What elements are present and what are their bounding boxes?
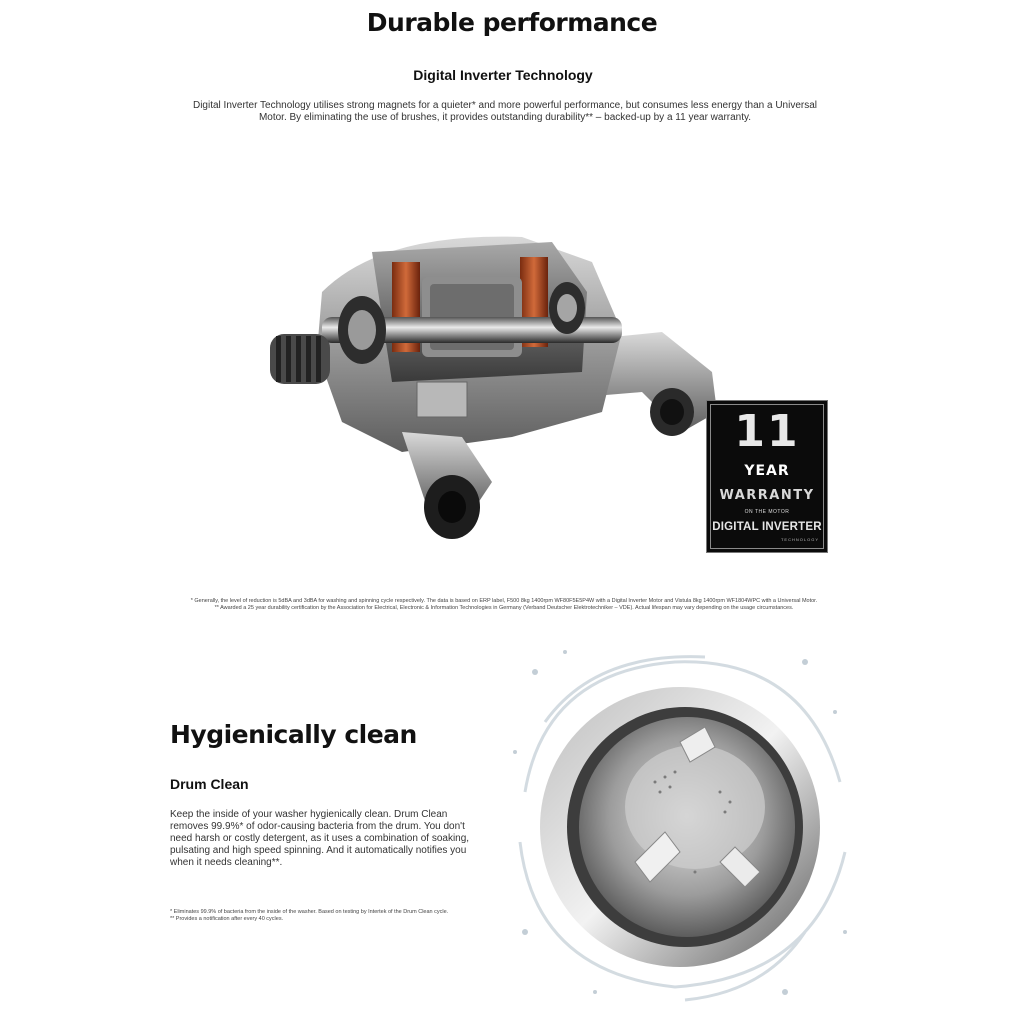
footnote-durability: ** Awarded a 25 year durability certification by the Association for Electrical, Electronic & Information Technologies in Germany (Verband Deutscher Elektrotechniker – VDE). Actual lifespan may vary depending on the usage circumstances. xyxy=(214,605,794,611)
warranty-on-motor-label: ON THE MOTOR xyxy=(744,509,790,515)
footnote-notification: ** Provides a notification after every 40 cycles. xyxy=(170,916,284,922)
footnote-bacteria: * Eliminates 99.9% of bacteria from the inside of the washer. Based on testing by Intertek of the Drum Clean cycle. xyxy=(170,909,449,915)
section-description-durable: Digital Inverter Technology utilises strong magnets for a quieter* and more powerful performance, but consumes less energy than a Universal Motor. By eliminating the use of brushes, it provides outstanding durability** – backed-up by a 11 year warranty. xyxy=(192,100,818,123)
warranty-label: WARRANTY xyxy=(719,488,815,503)
warranty-year-label: YEAR xyxy=(744,463,790,479)
motor-image xyxy=(262,222,732,552)
section-title-hygienically-clean: Hygienically clean xyxy=(170,720,417,749)
section-subtitle-drum-clean: Drum Clean xyxy=(170,776,249,792)
footnotes-durable xyxy=(178,598,830,612)
drum-image xyxy=(505,632,857,1010)
section-subtitle-digital-inverter: Digital Inverter Technology xyxy=(413,67,593,83)
warranty-technology-label: TECHNOLOGY xyxy=(780,537,819,542)
section-description-drum-clean: Keep the inside of your washer hygienically clean. Drum Clean removes 99.9%* of odor-causing bacteria from the drum. You don't need harsh or costly detergent, as it uses a combination of soaking, pulsating and high speed spinning. And it automatically notifies you when it needs cleaning**. xyxy=(170,809,470,868)
footnotes-drum-clean xyxy=(170,909,470,923)
footnote-noise: * Generally, the level of reduction is 5dBA and 3dBA for washing and spinning cycle respectively. The data is based on ERP label, F500 8kg 1400rpm WF80F5E5P4W with a Digital Inverter Motor and Vistula 8kg 1400rpm WF1804WPC with a Universal Motor. xyxy=(190,598,818,604)
warranty-years: 11 xyxy=(734,406,800,457)
warranty-product-label: DIGITAL INVERTER xyxy=(712,521,822,533)
warranty-badge xyxy=(706,400,828,553)
section-title-durable-performance: Durable performance xyxy=(366,8,658,37)
